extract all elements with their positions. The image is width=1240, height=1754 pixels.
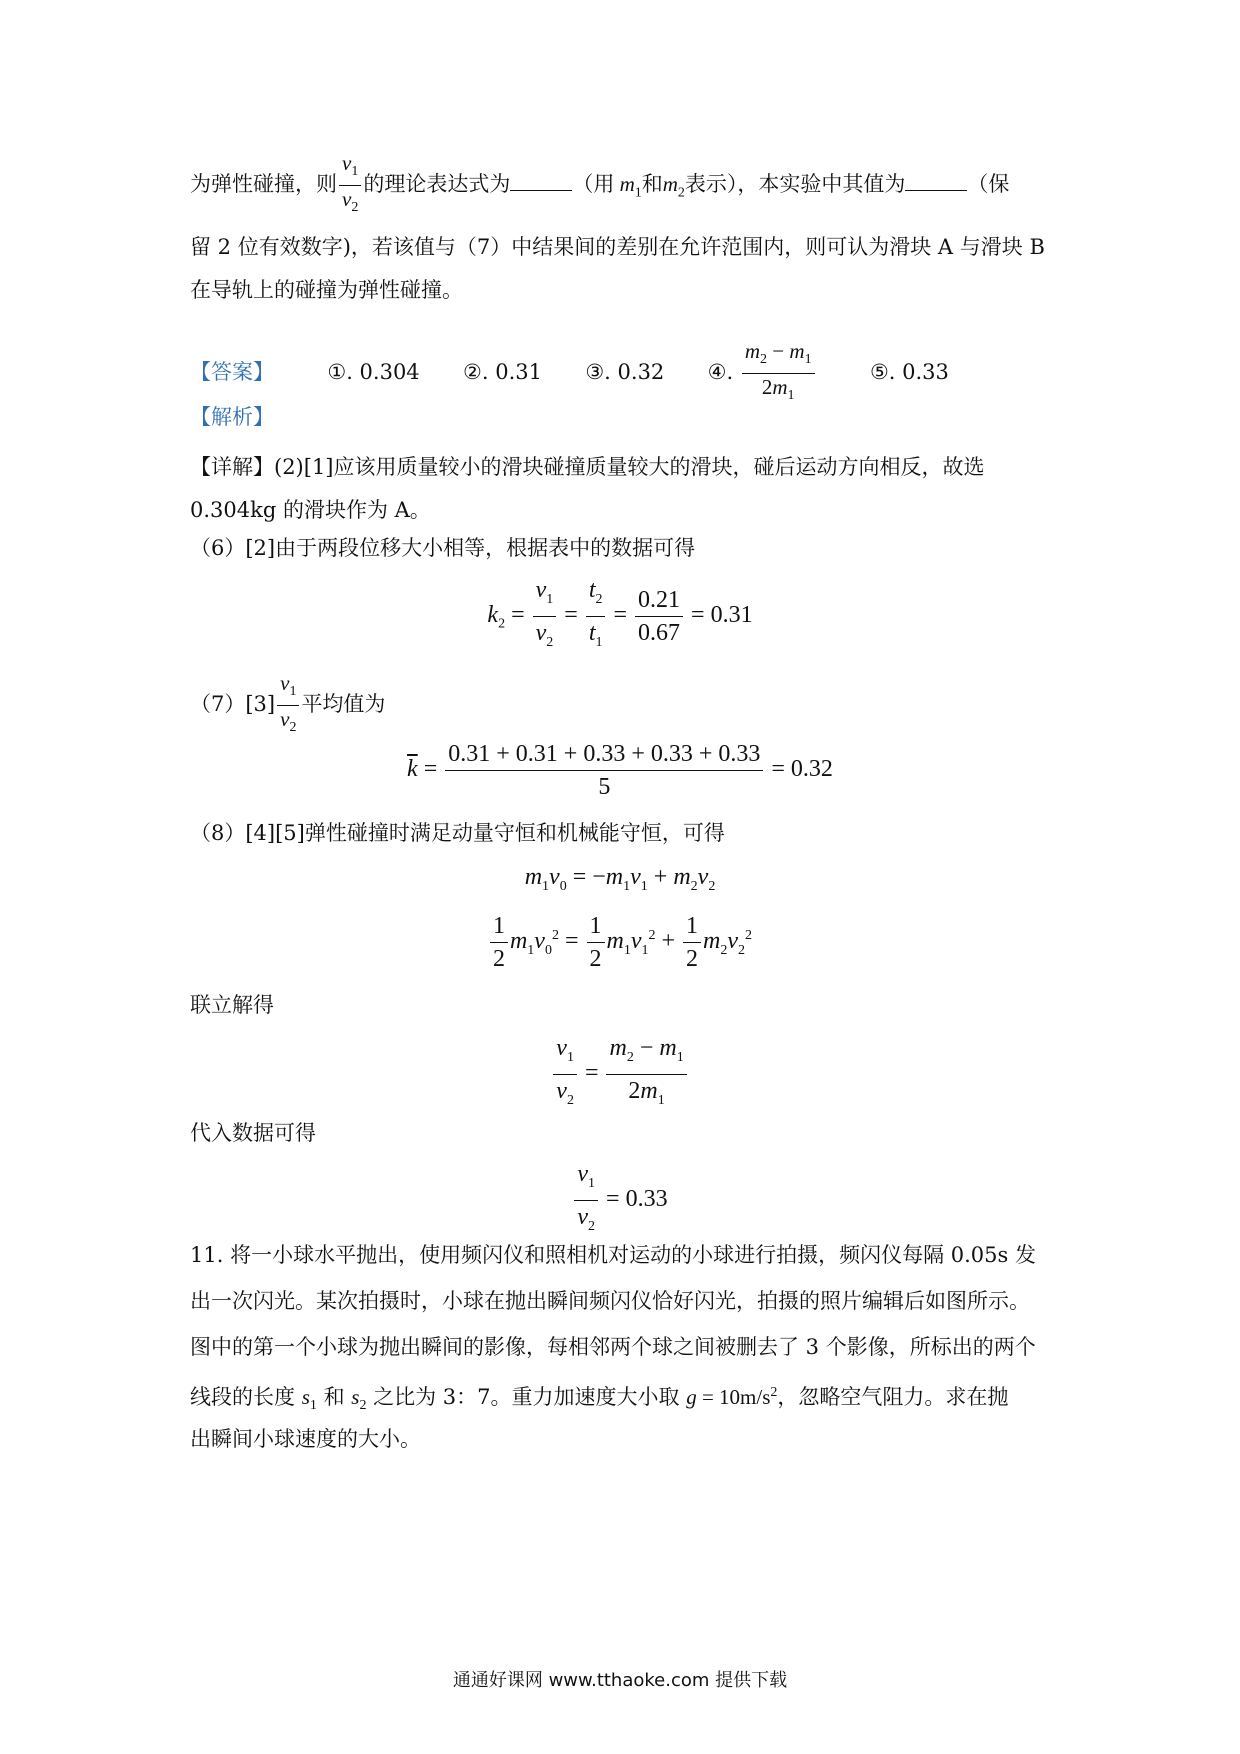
momentum-equation: $m_1v_0 = -m_1v_1 + m_2v_2$ <box>524 864 716 894</box>
detail-label: 【详解】 <box>190 455 274 479</box>
section-8-text: （8）[4][5]弹性碰撞时满足动量守恒和机械能守恒，可得 <box>190 821 725 845</box>
q11-line2: 出一次闪光。某次拍摄时，小球在抛出瞬间频闪仪恰好闪光，拍摄的照片编辑后如图所示。 <box>190 1289 1030 1313</box>
answer-2: ②. 0.31 <box>463 360 542 385</box>
final-equation: $\frac{v_1}{v_2}$ = 0.33 <box>0 1158 1240 1243</box>
q10-line3: 在导轨上的碰撞为弹性碰撞。 <box>190 278 463 302</box>
solution-equation: $\frac{v_1}{v_2}$ = $\frac{m_2 - m_1}{2m_1}$ <box>0 1032 1240 1117</box>
section-6-text: （6）[2]由于两段位移大小相等，根据表中的数据可得 <box>190 536 696 560</box>
detail-paragraph: 【详解】(2)[1]应该用质量较小的滑块碰撞质量较大的滑块，碰后运动方向相反，故选 0.304kg 的滑块作为 A。 <box>190 455 985 522</box>
page-footer: 通通好课网 www.tthaoke.com 提供下载 <box>452 1670 788 1691</box>
q11-line4: 线段的长度 $s_1$ 和 $s_2$ 之比为 3：7。重力加速度大小取 $g = 10m/s^2$，忽略空气阻力。求在抛 <box>190 1385 1009 1414</box>
k-average-equation: $\overline{k}$ = $\frac{0.31 + 0.31 + 0.33 + 0.33 + 0.33}{5}$ = 0.32 <box>0 738 1240 803</box>
energy-equation: $\frac{1}{2}$ $m_1v_0^2$ = $\frac{1}{2}$ $m_1v_1^2$ + $\frac{1}{2}$ $m_2v_2^2$ <box>0 910 1240 975</box>
q10-line1: 为弹性碰撞，则 $\frac{v_1}{v_2}$ 的理论表达式为 （用 $m_1$和$m_2$表示），本实验中其值为 （保 <box>190 150 1050 221</box>
k2-equation: $k_2$ = $\frac{v_1}{v_2}$ = $\frac{t_2}{t_1}$ = $\frac{0.21}{0.67}$ = 0.31 <box>0 574 1240 659</box>
answer-4: ④. <box>707 360 734 385</box>
dairu-text: 代入数据可得 <box>190 1121 316 1145</box>
answer-blank-2 <box>905 172 967 191</box>
answer-1: ①. 0.304 <box>327 360 420 385</box>
analysis-label: 【解析】 <box>190 405 274 429</box>
answer-4-fraction: $\frac{m_2 - m_1}{2m_1}$ <box>742 338 815 409</box>
answer-label: 【答案】 <box>190 360 274 385</box>
answer-3: ③. 0.32 <box>585 360 665 385</box>
q10-line2: 留 2 位有效数字)，若该值与（7）中结果间的差别在允许范围内，则可认为滑块 A 与滑块 B <box>190 235 1045 259</box>
answer-blank-1 <box>510 172 572 191</box>
q11-line1: 11. 将一小球水平抛出，使用频闪仪和照相机对运动的小球进行拍摄，频闪仪每隔 0.05s 发 <box>190 1243 1036 1267</box>
q11-line5: 出瞬间小球速度的大小。 <box>190 1427 421 1451</box>
q11-line3: 图中的第一个小球为抛出瞬间的影像，每相邻两个球之间被删去了 3 个影像，所标出的两个 <box>190 1335 1036 1359</box>
answer-row <box>190 338 1050 409</box>
v1-over-v2-fraction: $\frac{v_1}{v_2}$ <box>339 150 361 221</box>
lianli-text: 联立解得 <box>190 993 274 1017</box>
section-7-text: （7）[3] $\frac{v_1}{v_2}$ 平均值为 <box>190 671 386 736</box>
answer-5: ⑤. 0.33 <box>869 360 949 385</box>
